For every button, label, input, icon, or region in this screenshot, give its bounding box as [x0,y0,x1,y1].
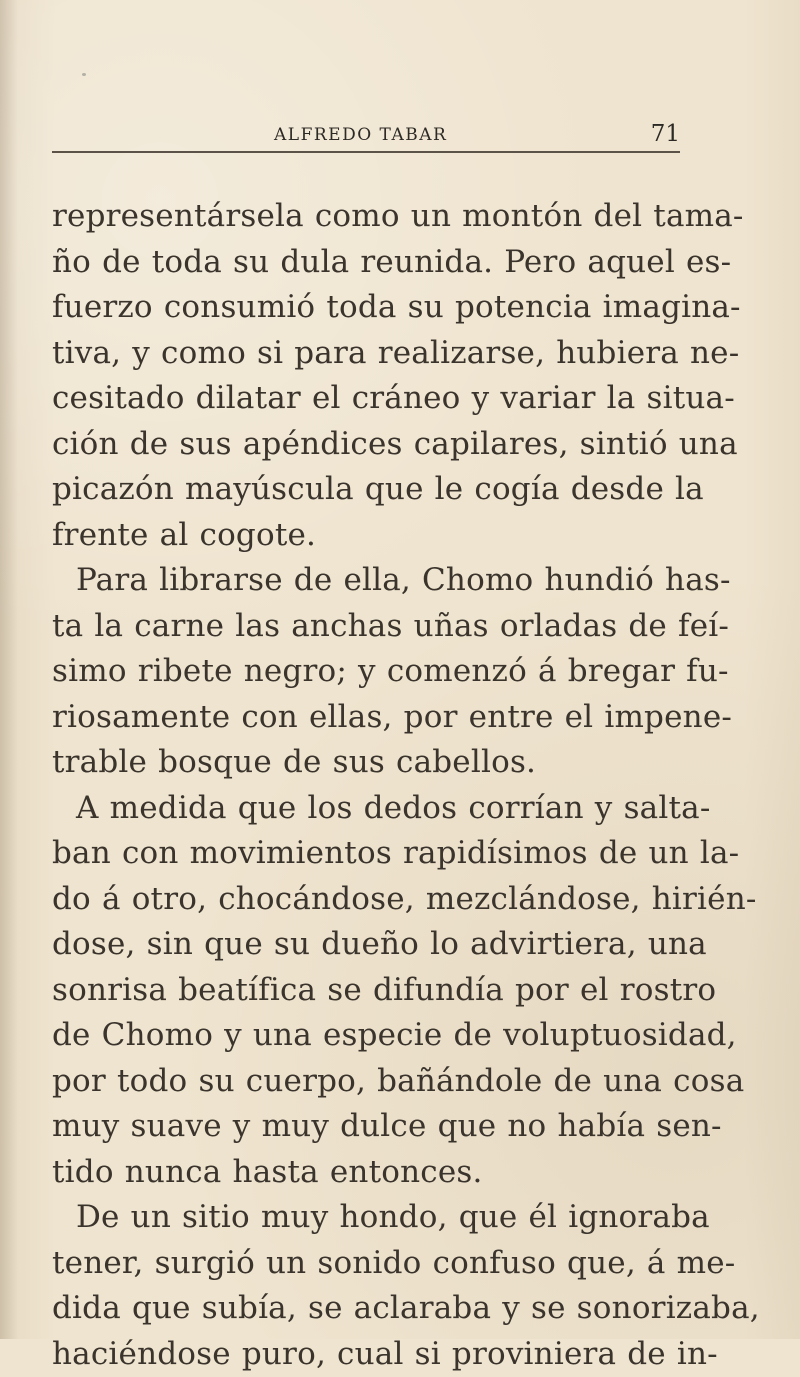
body-text [52,194,681,1377]
text-line: ción de sus apéndices capilares, sintió una [52,422,681,468]
text-line: ta la carne las anchas uñas orladas de feí- [52,604,681,650]
page-number: 71 [651,120,680,148]
text-line: A medida que los dedos corrían y salta- [52,786,681,832]
text-line: tiva, y como si para realizarse, hubiera ne- [52,331,681,377]
header-rule [52,151,680,153]
text-line: De un sitio muy hondo, que él ignoraba [52,1195,681,1241]
text-line: ban con movimientos rapidísimos de un la- [52,831,681,877]
text-line: representársela como un montón del tama- [52,194,681,240]
text-line: trable bosque de sus cabellos. [52,740,681,786]
text-line: dose, sin que su dueño lo advirtiera, una [52,922,681,968]
text-line: simo ribete negro; y comenzó á bregar fu- [52,649,681,695]
text-line: dida que subía, se aclaraba y se sonorizaba, [52,1286,681,1332]
text-line: frente al cogote. [52,513,681,559]
text-line: Para librarse de ella, Chomo hundió has- [52,558,681,604]
running-header [52,123,680,153]
text-line: cesitado dilatar el cráneo y variar la situa- [52,376,681,422]
text-line: fuerzo consumió toda su potencia imagina- [52,285,681,331]
text-line: picazón mayúscula que le cogía desde la [52,467,681,513]
text-line: sonrisa beatífica se difundía por el rostro [52,968,681,1014]
paper-speck [82,73,86,76]
page-edge-shadow [0,0,18,1339]
text-line: ño de toda su dula reunida. Pero aquel es- [52,240,681,286]
text-line: do á otro, chocándose, mezclándose, hirién- [52,877,681,923]
text-line: muy suave y muy dulce que no había sen- [52,1104,681,1150]
text-line: riosamente con ellas, por entre el impene- [52,695,681,741]
text-line: haciéndose puro, cual si proviniera de in- [52,1332,681,1377]
text-line: por todo su cuerpo, bañándole de una cosa [52,1059,681,1105]
text-line: tener, surgió un sonido confuso que, á me- [52,1241,681,1287]
header-title: ALFREDO TABAR [274,123,447,147]
text-line: tido nunca hasta entonces. [52,1150,681,1196]
text-line: de Chomo y una especie de voluptuosidad, [52,1013,681,1059]
